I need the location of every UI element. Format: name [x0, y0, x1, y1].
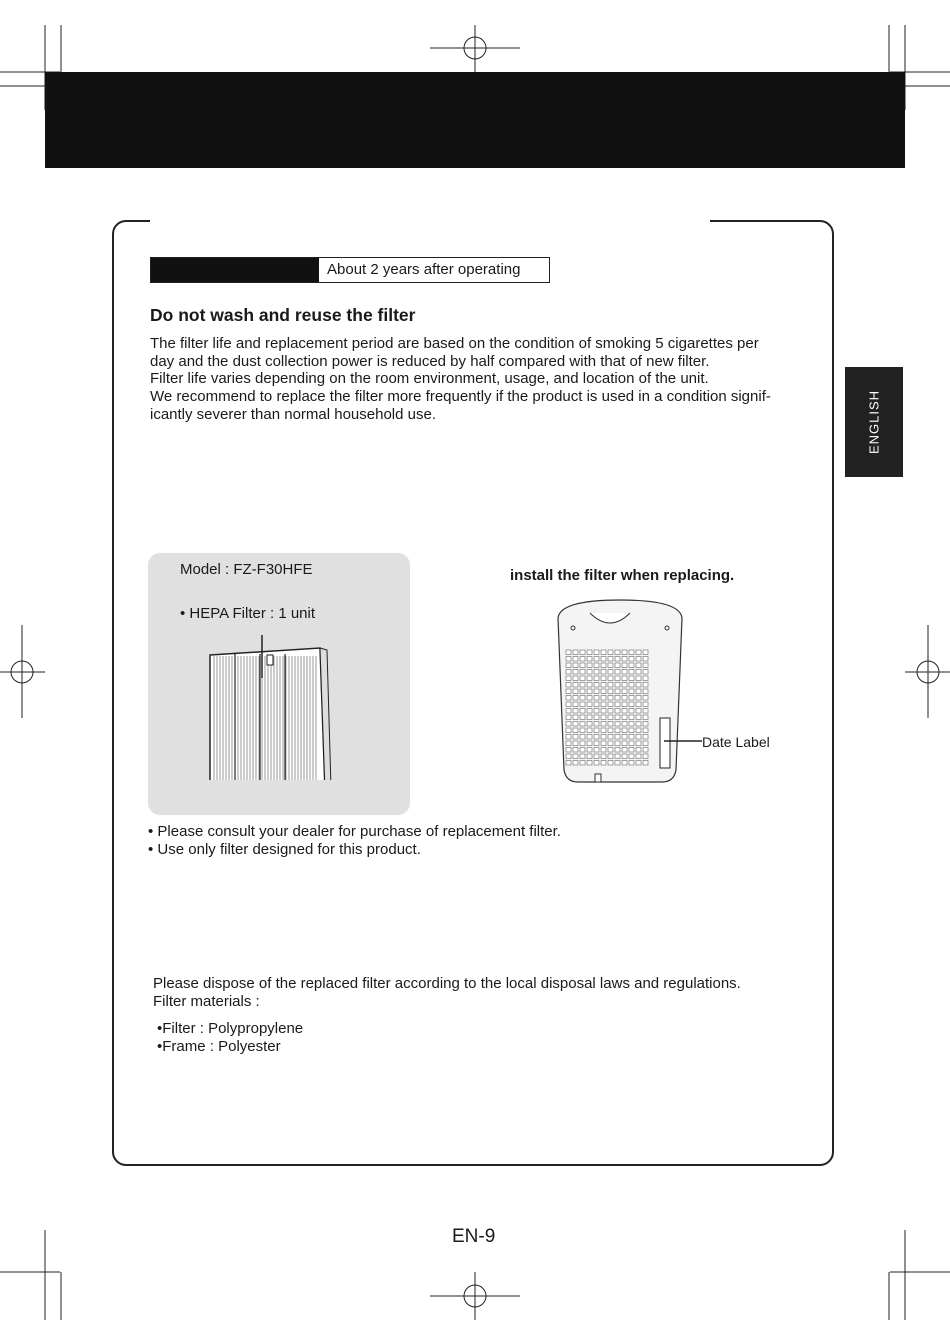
paragraph-line: Filter life varies depending on the room environment, usage, and location of the unit. [150, 370, 709, 388]
note-item: • Please consult your dealer for purchase of replacement filter. [148, 823, 561, 840]
disposal-text [153, 975, 813, 1011]
install-note: install the filter when replacing. [510, 567, 735, 584]
filter-life-paragraph [150, 335, 825, 424]
paragraph-line: day and the dust collection power is reduced by half compared with that of new filter. [150, 352, 710, 370]
material-item: •Filter : Polypropylene [157, 1020, 304, 1037]
materials-heading: Filter materials : [153, 993, 260, 1010]
paragraph-line: icantly severer than normal household use. [150, 405, 436, 423]
language-tab [845, 367, 903, 477]
period-value: About 2 years after operating [327, 261, 521, 278]
frame-title-gap [150, 214, 710, 226]
hepa-filter-illustration [205, 630, 335, 780]
purchase-notes [148, 823, 561, 859]
date-label: Date Label [702, 734, 770, 750]
paragraph-line: The filter life and replacement period are based on the condition of smoking 5 cigarettes per [150, 335, 759, 352]
material-item: •Frame : Polyester [157, 1038, 281, 1055]
disposal-line: Please dispose of the replaced filter according to the local disposal laws and regulations. [153, 975, 741, 992]
page-number: EN-9 [452, 1226, 496, 1247]
air-purifier-illustration [550, 598, 690, 793]
date-label-pointer [664, 736, 704, 746]
period-label-cell [151, 258, 319, 282]
materials-list [157, 1020, 303, 1056]
model-number: Model : FZ-F30HFE [180, 561, 313, 578]
paragraph-line: We recommend to replace the filter more frequently if the product is used in a condition signif- [150, 388, 771, 406]
note-item: • Use only filter designed for this product. [148, 841, 421, 858]
replacement-period-row [150, 257, 550, 283]
header-bar [45, 72, 905, 168]
language-tab-label: ENGLISH [866, 389, 882, 455]
section-heading: Do not wash and reuse the filter [150, 305, 416, 325]
hepa-filter-item: • HEPA Filter : 1 unit [180, 605, 316, 622]
